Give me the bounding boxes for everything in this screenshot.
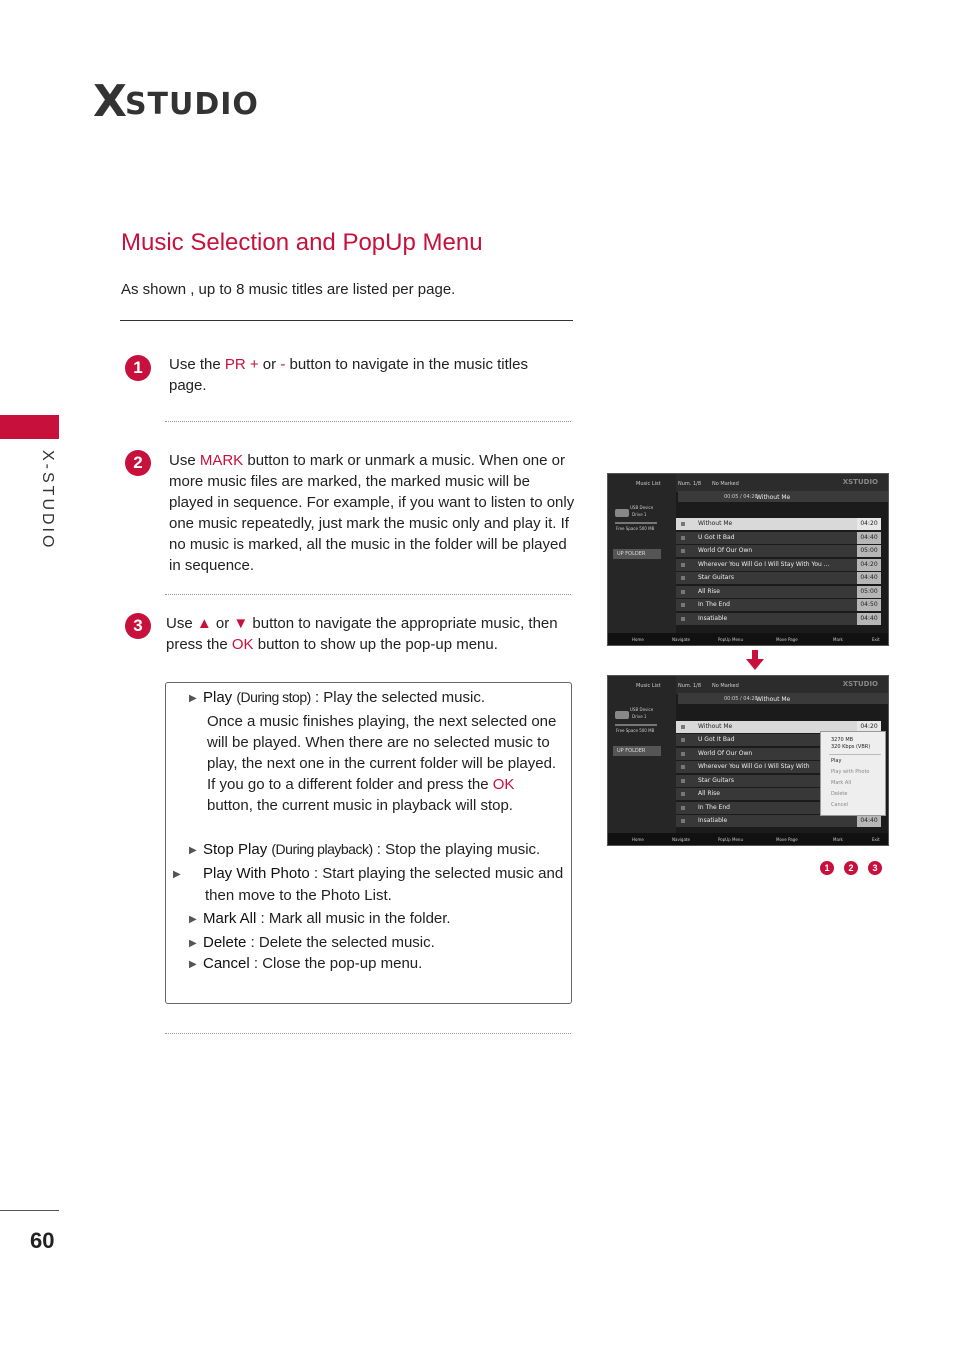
popup-menu xyxy=(820,731,886,816)
footer-mark: Mark xyxy=(833,637,843,642)
footer-mark: Mark xyxy=(833,837,843,842)
now-playing-time: 00:05 / 04:20 xyxy=(724,696,758,702)
now-playing-time: 00:05 / 04:20 xyxy=(724,494,758,500)
screen-logo: XSTUDIO xyxy=(842,478,878,486)
mark-box-icon xyxy=(681,752,685,756)
now-playing-title: Without Me xyxy=(756,696,791,703)
track-row[interactable]: In The End 04:50 xyxy=(676,599,881,611)
footer-navigate: Navigate xyxy=(672,637,690,642)
play-detail: Once a music finishes playing, the next selected one will be played. When there are no selected music to play, the next one in the current folder will be played. If you go to a different folder and press the OK button, the current music in playback will stop. xyxy=(207,713,557,814)
screen-logo: XSTUDIO xyxy=(842,680,878,688)
footer-home: Home xyxy=(632,637,644,642)
popup-delete[interactable]: Delete xyxy=(831,791,848,797)
footer-move-page: Move Page xyxy=(776,637,798,642)
drive-label: Drive 1 xyxy=(632,714,647,719)
step-number-2: 2 xyxy=(125,450,151,476)
callout-2: 2 xyxy=(844,861,858,875)
option-stop-play: ▶ Stop Play (During playback) : Stop the playing music. xyxy=(189,839,564,861)
screen-marked: No Marked xyxy=(712,481,739,487)
mark-box-icon xyxy=(681,779,685,783)
mark-box-icon xyxy=(681,725,685,729)
footer-exit: Exit xyxy=(872,637,880,642)
arrow-down-icon xyxy=(746,650,764,670)
popup-rate: 320 Kbps (VBR) xyxy=(831,744,871,750)
option-play-with-photo: ▶ Play With Photo : Start playing the selected music and then move to the Photo List. xyxy=(173,865,564,904)
logo-studio: STUDIO xyxy=(124,87,259,122)
mark-key: MARK xyxy=(199,452,244,469)
triangle-icon: ▶ xyxy=(189,845,197,856)
track-row[interactable]: U Got It Bad xyxy=(676,734,881,746)
drive-label: Drive 1 xyxy=(632,512,647,517)
up-arrow-icon: ▲ xyxy=(196,615,212,632)
step-number-3: 3 xyxy=(125,613,151,639)
mark-box-icon xyxy=(681,549,685,553)
track-row[interactable]: Wherever You Will Go I Will Stay With xyxy=(676,761,881,773)
option-mark-all: ▶ Mark All : Mark all music in the folder. xyxy=(189,908,564,930)
track-row[interactable]: All Rise 05:00 xyxy=(676,586,881,598)
screen-sidebar xyxy=(608,474,676,645)
track-row[interactable]: Insatiable 04:40 xyxy=(676,815,881,827)
music-list-screen-1 xyxy=(607,473,889,646)
title-rule xyxy=(120,320,573,321)
screen-title: Music List xyxy=(636,481,661,487)
music-list-screen-2 xyxy=(607,675,889,846)
screen-title: Music List xyxy=(636,683,661,689)
callout-3: 3 xyxy=(868,861,882,875)
mark-box-icon xyxy=(681,576,685,580)
up-folder-button[interactable]: UP FOLDER xyxy=(613,746,661,756)
free-space-bar xyxy=(615,724,657,726)
track-row[interactable]: World Of Our Own xyxy=(676,748,881,760)
mark-box-icon xyxy=(681,522,685,526)
down-arrow-icon: ▼ xyxy=(233,615,249,632)
mark-box-icon xyxy=(681,765,685,769)
track-row[interactable]: Without Me 04:20 xyxy=(676,721,881,733)
track-row[interactable]: Without Me 04:20 xyxy=(676,518,881,530)
track-row[interactable]: Insatiable 04:40 xyxy=(676,613,881,625)
step-3-text: Use ▲ or ▼ button to navigate the appropriate music, then press the OK button to show up the pop-up menu. xyxy=(166,615,558,653)
callout-1: 1 xyxy=(820,861,834,875)
footer-popup: PopUp Menu xyxy=(718,837,743,842)
footer-home: Home xyxy=(632,837,644,842)
triangle-icon: ▶ xyxy=(173,869,181,880)
screen-footer xyxy=(608,633,888,645)
footer-navigate: Navigate xyxy=(672,837,690,842)
section-label: X-STUDIO xyxy=(39,450,56,551)
popup-mark-all[interactable]: Mark All xyxy=(831,780,852,786)
popup-divider xyxy=(829,754,881,755)
track-row[interactable]: Star Guitars 04:40 xyxy=(676,572,881,584)
screen-footer xyxy=(608,833,888,845)
popup-size: 3270 MB xyxy=(831,737,854,743)
track-row[interactable]: All Rise xyxy=(676,788,881,800)
footer-popup: PopUp Menu xyxy=(718,637,743,642)
step-1-text: Use the PR + or - button to navigate in the music titles page. xyxy=(169,356,528,394)
track-row[interactable]: U Got It Bad 04:40 xyxy=(676,532,881,544)
pr-plus-key: PR + xyxy=(224,356,259,373)
popup-cancel[interactable]: Cancel xyxy=(831,802,848,808)
mark-box-icon xyxy=(681,563,685,567)
screen-num: Num. 1/8 xyxy=(678,683,702,689)
screen-marked: No Marked xyxy=(712,683,739,689)
section-tab xyxy=(0,415,59,439)
option-play: ▶ Play (During stop) : Play the selected music. xyxy=(189,687,564,709)
triangle-icon: ▶ xyxy=(189,914,197,925)
popup-play-with-photo[interactable]: Play with Photo xyxy=(831,769,870,775)
mark-box-icon xyxy=(681,806,685,810)
free-space-bar xyxy=(615,522,657,524)
triangle-icon: ▶ xyxy=(189,938,197,949)
xstudio-logo xyxy=(93,76,259,127)
usb-device-label: USB Device xyxy=(630,707,654,712)
ok-key: OK xyxy=(231,636,254,653)
usb-icon xyxy=(615,711,629,719)
page-number-rule xyxy=(0,1210,59,1211)
popup-play[interactable]: Play xyxy=(831,758,842,764)
ok-key-detail: OK xyxy=(492,776,515,793)
mark-box-icon xyxy=(681,617,685,621)
footer-exit: Exit xyxy=(872,837,880,842)
usb-device-label: USB Device xyxy=(630,505,654,510)
mark-box-icon xyxy=(681,792,685,796)
option-delete: ▶ Delete : Delete the selected music. xyxy=(189,932,564,954)
page-subtitle: As shown , up to 8 music titles are listed per page. xyxy=(121,281,456,298)
options-divider xyxy=(165,1033,571,1034)
free-space-label: Free Space 500 MB xyxy=(616,728,655,733)
step-divider-2 xyxy=(165,594,571,595)
mark-box-icon xyxy=(681,819,685,823)
now-playing-title: Without Me xyxy=(756,494,791,501)
mark-box-icon xyxy=(681,738,685,742)
step-number-1: 1 xyxy=(125,355,151,381)
pr-minus-key: - xyxy=(280,356,286,373)
mark-box-icon xyxy=(681,603,685,607)
triangle-icon: ▶ xyxy=(189,959,197,970)
free-space-label: Free Space 500 MB xyxy=(616,526,655,531)
mark-box-icon xyxy=(681,536,685,540)
screen-num: Num. 1/8 xyxy=(678,481,702,487)
step-2-text: Use MARK button to mark or unmark a music. When one or more music files are marked, the marked music will be played in sequence. For example, if you want to listen to only one music repeatedly, just mark the music only and play it. If no music is marked, all the music in the folder will be played in sequence. xyxy=(169,452,575,574)
page-title: Music Selection and PopUp Menu xyxy=(121,229,483,256)
option-cancel: ▶ Cancel : Close the pop-up menu. xyxy=(189,953,564,975)
page-number: 60 xyxy=(30,1228,55,1253)
triangle-icon: ▶ xyxy=(189,693,197,704)
mark-box-icon xyxy=(681,590,685,594)
track-row[interactable]: Star Guitars xyxy=(676,775,881,787)
track-row[interactable]: World Of Our Own 05:00 xyxy=(676,545,881,557)
up-folder-button[interactable]: UP FOLDER xyxy=(613,549,661,559)
track-row[interactable]: In The End xyxy=(676,802,881,814)
usb-icon xyxy=(615,509,629,517)
screen-sidebar xyxy=(608,676,676,845)
track-row[interactable]: Wherever You Will Go I Will Stay With You ... 04:20 xyxy=(676,559,881,571)
footer-move-page: Move Page xyxy=(776,837,798,842)
logo-x: X xyxy=(93,76,125,127)
step-divider-1 xyxy=(165,421,571,422)
